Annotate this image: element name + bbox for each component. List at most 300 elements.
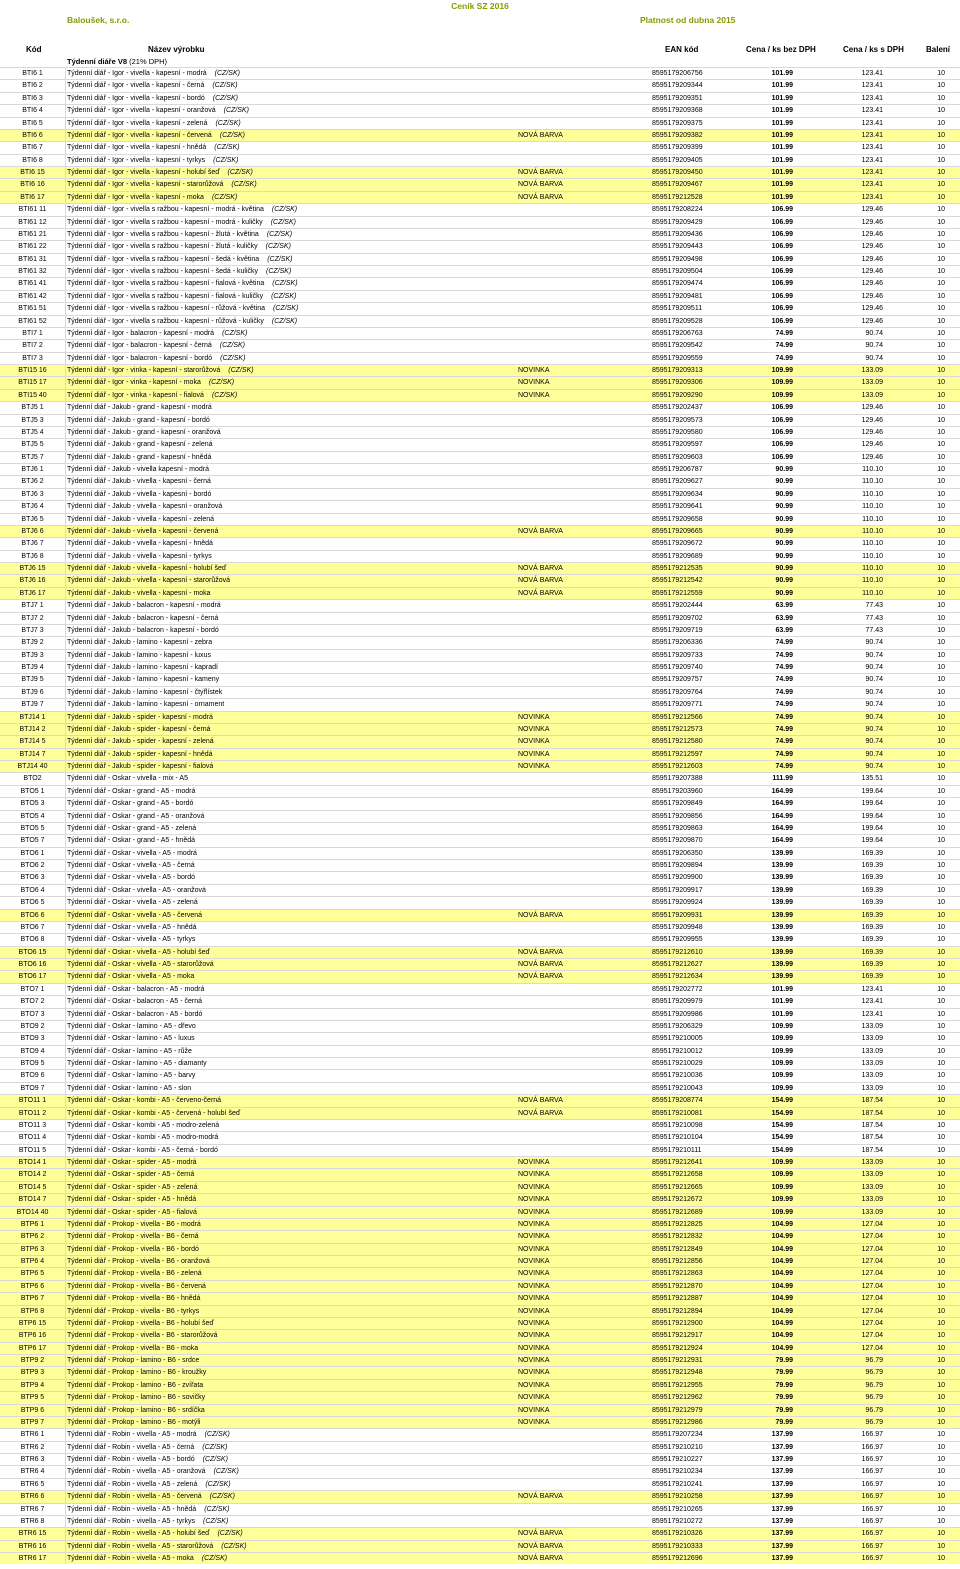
ean-code: 8595179209658 — [652, 515, 703, 523]
price-ex-vat: 109.99 — [771, 1208, 793, 1216]
price-ex-vat: 106.99 — [771, 441, 793, 449]
table-row — [0, 884, 960, 896]
price-ex-vat: 101.99 — [771, 181, 793, 189]
pack-size: 10 — [937, 404, 945, 412]
price-ex-vat: 104.99 — [771, 1233, 793, 1241]
product-note: NOVINKA — [518, 1319, 550, 1327]
product-code: BTP9 5 — [0, 1392, 66, 1403]
product-code: BTI6 8 — [0, 155, 66, 166]
price-inc-vat: 127.04 — [861, 1307, 883, 1315]
price-ex-vat: 74.99 — [775, 750, 793, 758]
price-ex-vat: 137.99 — [771, 1480, 793, 1488]
pack-size: 10 — [937, 1084, 945, 1092]
price-inc-vat: 166.97 — [861, 1468, 883, 1476]
ean-code: 8595179209757 — [652, 676, 703, 684]
ean-code: 8595179209634 — [652, 490, 703, 498]
table-row — [0, 154, 960, 166]
product-code: BTO6 2 — [0, 860, 66, 871]
price-inc-vat: 90.74 — [865, 354, 883, 362]
price-inc-vat: 187.54 — [861, 1097, 883, 1105]
region-tag: (CZ/SK) — [204, 1505, 230, 1513]
pack-size: 10 — [937, 230, 945, 238]
product-note: NOVÁ BARVA — [518, 911, 563, 919]
pack-size: 10 — [937, 391, 945, 399]
ean-code: 8595179209917 — [652, 886, 703, 894]
product-note: NOVINKA — [518, 1394, 550, 1402]
table-row — [0, 203, 960, 215]
price-inc-vat: 199.64 — [861, 787, 883, 795]
pack-size: 10 — [937, 824, 945, 832]
price-inc-vat: 90.74 — [865, 676, 883, 684]
table-row — [0, 649, 960, 661]
table-row — [0, 166, 960, 178]
price-ex-vat: 106.99 — [771, 268, 793, 275]
product-name-text: Týdenní diář - Jakub - vivella - kapesní - bordó — [67, 490, 212, 498]
price-inc-vat: 169.39 — [861, 923, 883, 931]
ean-code: 8595179212597 — [652, 750, 703, 758]
table-row — [0, 414, 960, 426]
pack-size: 10 — [937, 936, 945, 944]
product-note: NOVINKA — [518, 750, 550, 758]
product-note: NOVINKA — [518, 1295, 550, 1303]
product-name-text: Týdenní diář - Prokop - vivella - B6 - tyrkys — [67, 1307, 200, 1315]
ean-code: 8595179210081 — [652, 1109, 703, 1117]
region-tag: (CZ/SK) — [270, 218, 296, 226]
price-inc-vat: 133.09 — [861, 391, 883, 399]
table-row — [0, 1527, 960, 1539]
ean-code: 8595179210333 — [652, 1542, 703, 1550]
pack-size: 10 — [937, 490, 945, 498]
ean-code: 8595179209511 — [652, 305, 703, 313]
product-code: BTI61 52 — [0, 316, 66, 327]
price-ex-vat: 63.99 — [775, 614, 793, 622]
price-inc-vat: 199.64 — [861, 837, 883, 845]
price-inc-vat: 90.74 — [865, 342, 883, 350]
product-code: BTR6 6 — [0, 1491, 66, 1502]
ean-code: 8595179206763 — [652, 329, 703, 337]
product-name-text: Týdenní diář - Oskar - kombi - A5 - černá - bordó — [67, 1146, 218, 1154]
price-inc-vat: 166.97 — [861, 1505, 883, 1513]
product-note: NOVÁ BARVA — [518, 973, 563, 981]
product-code: BTI6 6 — [0, 130, 66, 141]
price-inc-vat: 129.46 — [861, 243, 883, 251]
price-ex-vat: 109.99 — [771, 367, 793, 374]
product-code: BTP9 3 — [0, 1367, 66, 1378]
product-code: BTO14 40 — [0, 1207, 66, 1218]
product-name-text: Týdenní diář - Igor - vivella - kapesní - tyrkys — [67, 156, 206, 164]
price-inc-vat: 166.97 — [861, 1517, 883, 1525]
ean-code: 8595179202444 — [652, 602, 703, 610]
price-ex-vat: 74.99 — [775, 701, 793, 709]
product-note: NOVINKA — [518, 1332, 550, 1340]
pack-size: 10 — [937, 94, 945, 102]
product-code: BTR6 5 — [0, 1479, 66, 1490]
region-tag: (CZ/SK) — [202, 1443, 228, 1451]
product-code: BTO6 4 — [0, 885, 66, 896]
product-code: BTJ9 7 — [0, 699, 66, 710]
product-name-text: Týdenní diář - Oskar - vivella - A5 - bordó — [67, 874, 195, 882]
ean-code: 8595179209580 — [652, 428, 703, 436]
price-ex-vat: 109.99 — [771, 1159, 793, 1166]
price-inc-vat: 123.41 — [861, 985, 883, 993]
table-row — [0, 500, 960, 512]
table-row — [0, 488, 960, 500]
product-name-text: Týdenní diář - Prokop - lamino - B6 - sovičky — [67, 1394, 206, 1402]
product-name-text: Týdenní diář - Igor - vivella - kapesní - starorůžová — [67, 181, 224, 189]
product-code: BTR6 2 — [0, 1442, 66, 1453]
ean-code: 8595179212832 — [652, 1233, 703, 1241]
region-tag: (CZ/SK) — [217, 1530, 243, 1538]
price-ex-vat: 111.99 — [772, 775, 793, 783]
price-inc-vat: 123.41 — [861, 1010, 883, 1018]
product-code: BTJ5 7 — [0, 452, 66, 463]
product-code: BTP6 8 — [0, 1306, 66, 1317]
product-name-text: Týdenní diář - Oskar - grand - A5 - bordó — [67, 800, 194, 808]
price-ex-vat: 106.99 — [771, 404, 793, 412]
ean-code: 8595179209689 — [652, 552, 703, 560]
product-code: BTO6 17 — [0, 971, 66, 982]
table-row — [0, 438, 960, 450]
product-name-text: Týdenní diář - Oskar - spider - A5 - černá — [67, 1171, 195, 1179]
price-ex-vat: 63.99 — [775, 602, 793, 610]
table-row — [0, 277, 960, 289]
price-ex-vat: 104.99 — [771, 1258, 793, 1265]
table-row — [0, 1292, 960, 1304]
product-note: NOVINKA — [518, 1357, 550, 1364]
product-name-text: Týdenní diář - Igor - vivella s ražbou - kapesní - modrá - kuličky — [67, 218, 263, 226]
pack-size: 10 — [937, 379, 945, 387]
product-note: NOVINKA — [518, 1270, 550, 1278]
product-name-text: Týdenní diář - Jakub - vivella - kapesní - tyrkys — [67, 552, 212, 560]
ean-code: 8595179209641 — [652, 503, 703, 511]
product-name-text: Týdenní diář - Oskar - vivella - A5 - starorůžová — [67, 961, 214, 968]
price-list-title: Ceník SZ 2016 — [451, 1, 509, 11]
company-name: Baloušek, s.r.o. — [67, 15, 130, 25]
price-ex-vat: 106.99 — [771, 206, 793, 214]
product-name-text: Týdenní diář - Prokop - lamino - B6 - motýli — [67, 1418, 201, 1426]
product-note: NOVINKA — [518, 1159, 550, 1166]
price-inc-vat: 129.46 — [861, 428, 883, 436]
product-name-text: Týdenní diář - Igor - vivella s ražbou - kapesní - žlutá - kuličky — [67, 243, 258, 251]
ean-code: 8595179209719 — [652, 626, 703, 634]
product-name-text: Týdenní diář - Jakub - spider - kapesní - modrá — [67, 713, 213, 721]
product-code: BTO7 2 — [0, 996, 66, 1007]
product-code: BTO6 3 — [0, 872, 66, 883]
ean-code: 8595179210005 — [652, 1035, 703, 1043]
ean-code: 8595179212931 — [652, 1357, 703, 1364]
pack-size: 10 — [937, 1035, 945, 1043]
product-code: BTI61 21 — [0, 229, 66, 240]
ean-code: 8595179202772 — [652, 985, 703, 993]
ean-code: 8595179209764 — [652, 688, 703, 696]
product-code: BTI15 16 — [0, 365, 66, 376]
product-code: BTJ6 3 — [0, 489, 66, 500]
column-header-name: Název výrobku — [148, 45, 205, 54]
product-name-text: Týdenní diář - Robin - vivella - A5 - modrá — [67, 1431, 197, 1439]
ean-code: 8595179210036 — [652, 1072, 703, 1080]
ean-code: 8595179212580 — [652, 738, 703, 746]
column-headers — [0, 44, 960, 57]
product-name-text: Týdenní diář - Igor - vivella - kapesní - moka — [67, 193, 204, 201]
price-ex-vat: 90.99 — [775, 478, 793, 486]
ean-code: 8595179209498 — [652, 255, 703, 263]
product-code: BTJ6 15 — [0, 563, 66, 574]
table-row — [0, 352, 960, 364]
pack-size: 10 — [937, 453, 945, 461]
price-ex-vat: 104.99 — [771, 1307, 793, 1315]
pack-size: 10 — [937, 812, 945, 820]
product-note: NOVÁ BARVA — [518, 1555, 563, 1562]
product-name-text: Týdenní diář - Igor - vivella - kapesní - zelená — [67, 119, 208, 127]
price-inc-vat: 129.46 — [861, 305, 883, 313]
price-inc-vat: 123.41 — [861, 82, 883, 90]
table-row — [0, 1094, 960, 1106]
table-row — [0, 711, 960, 723]
product-name-text: Týdenní diář - Jakub - vivella - kapesní - moka — [67, 589, 211, 597]
product-code: BTI6 15 — [0, 167, 66, 178]
pack-size: 10 — [937, 131, 945, 139]
product-name-text: Týdenní diář - Robin - vivella - A5 - starorůžová — [67, 1542, 214, 1550]
product-name-text: Týdenní diář - Jakub - lamino - kapesní - kameny — [67, 676, 220, 684]
product-name-text: Týdenní diář - Jakub - grand - kapesní - bordó — [67, 416, 210, 424]
table-row — [0, 1243, 960, 1255]
price-inc-vat: 110.10 — [862, 540, 883, 548]
pack-size: 10 — [937, 1220, 945, 1228]
table-row — [0, 339, 960, 351]
product-code: BTI15 40 — [0, 390, 66, 401]
price-inc-vat: 129.46 — [861, 317, 883, 325]
ean-code: 8595179207234 — [652, 1431, 703, 1439]
price-ex-vat: 90.99 — [775, 466, 793, 473]
table-row — [0, 562, 960, 574]
product-code: BTP6 3 — [0, 1244, 66, 1255]
pack-size: 10 — [937, 1555, 945, 1562]
table-row — [0, 760, 960, 772]
pack-size: 10 — [937, 292, 945, 300]
ean-code: 8595179212665 — [652, 1183, 703, 1191]
price-inc-vat: 133.09 — [861, 1196, 883, 1204]
price-inc-vat: 169.39 — [861, 936, 883, 944]
price-inc-vat: 96.79 — [865, 1418, 883, 1426]
product-name-text: Týdenní diář - Oskar - vivella - A5 - moka — [67, 973, 195, 981]
table-row — [0, 1552, 960, 1564]
pack-size: 10 — [937, 985, 945, 993]
product-code: BTP6 4 — [0, 1256, 66, 1267]
table-row — [0, 772, 960, 784]
pack-size: 10 — [937, 725, 945, 733]
price-inc-vat: 110.10 — [862, 589, 883, 597]
price-inc-vat: 90.74 — [865, 763, 883, 770]
price-ex-vat: 90.99 — [775, 515, 793, 523]
pack-size: 10 — [937, 800, 945, 808]
price-inc-vat: 169.39 — [861, 862, 883, 869]
table-row — [0, 933, 960, 945]
ean-code: 8595179210272 — [652, 1517, 703, 1525]
pack-size: 10 — [937, 998, 945, 1006]
product-name-text: Týdenní diář - Oskar - spider - A5 - hnědá — [67, 1196, 197, 1204]
price-inc-vat: 123.41 — [861, 131, 883, 139]
pack-size: 10 — [937, 923, 945, 931]
table-row — [0, 1107, 960, 1119]
product-name-text: Týdenní diář - Jakub - lamino - kapesní - kapradí — [67, 664, 218, 671]
table-row — [0, 1032, 960, 1044]
product-code: BTJ14 40 — [0, 761, 66, 772]
product-code: BTO9 2 — [0, 1021, 66, 1032]
pack-size: 10 — [937, 1282, 945, 1290]
section-vat: (21% DPH) — [129, 57, 168, 66]
product-code: BTI61 31 — [0, 254, 66, 265]
ean-code: 8595179209863 — [652, 824, 703, 832]
ean-code: 8595179209290 — [652, 391, 703, 399]
table-row — [0, 810, 960, 822]
product-code: BTI7 2 — [0, 340, 66, 351]
price-inc-vat: 133.09 — [861, 1035, 883, 1043]
pack-size: 10 — [937, 280, 945, 288]
product-code: BTJ6 16 — [0, 575, 66, 586]
product-name-text: Týdenní diář - Jakub - vivella - kapesní - oranžová — [67, 503, 223, 511]
product-code: BTI61 32 — [0, 266, 66, 277]
product-code: BTO14 2 — [0, 1169, 66, 1180]
pack-size: 10 — [937, 1270, 945, 1278]
price-inc-vat: 129.46 — [861, 280, 883, 288]
product-name-text: Týdenní diář - Igor - vivella - kapesní - bordó — [67, 94, 205, 102]
price-inc-vat: 129.46 — [861, 255, 883, 263]
price-ex-vat: 164.99 — [771, 824, 793, 832]
region-tag: (CZ/SK) — [204, 1431, 230, 1439]
product-code: BTI6 4 — [0, 105, 66, 116]
pack-size: 10 — [937, 874, 945, 882]
ean-code: 8595179210258 — [652, 1493, 703, 1501]
product-code: BTO6 6 — [0, 910, 66, 921]
price-ex-vat: 109.99 — [771, 1084, 793, 1092]
price-ex-vat: 74.99 — [775, 651, 793, 659]
ean-code: 8595179209740 — [652, 664, 703, 671]
ean-code: 8595179208774 — [652, 1097, 703, 1105]
table-row — [0, 785, 960, 797]
product-note: NOVÁ BARVA — [518, 1109, 563, 1117]
table-row — [0, 612, 960, 624]
table-row — [0, 1465, 960, 1477]
table-row — [0, 1069, 960, 1081]
product-name-text: Týdenní diář - Igor - vivella - kapesní - holubí šeď — [67, 169, 220, 176]
product-name-text: Týdenní diář - Jakub - vivella - kapesní - holubí šeď — [67, 565, 227, 572]
product-name-text: Týdenní diář - Prokop - vivella - B6 - modrá — [67, 1220, 201, 1228]
product-name-text: Týdenní diář - Oskar - balacron - A5 - modrá — [67, 985, 205, 993]
pack-size: 10 — [937, 1517, 945, 1525]
table-row — [0, 1366, 960, 1378]
ean-code: 8595179212863 — [652, 1270, 703, 1278]
pack-size: 10 — [937, 614, 945, 622]
price-inc-vat: 123.41 — [861, 107, 883, 115]
table-row — [0, 587, 960, 599]
table-row — [0, 401, 960, 413]
product-name-text: Týdenní diář - Robin - vivella - A5 - bordó — [67, 1456, 195, 1463]
table-row — [0, 463, 960, 475]
ean-code: 8595179209573 — [652, 416, 703, 424]
product-code: BTR6 16 — [0, 1541, 66, 1552]
table-row — [0, 79, 960, 91]
ean-code: 8595179212610 — [652, 948, 703, 956]
table-row — [0, 1168, 960, 1180]
price-inc-vat: 129.46 — [861, 441, 883, 449]
table-row — [0, 958, 960, 970]
product-name — [67, 1553, 517, 1565]
product-name-text: Týdenní diář - Robin - vivella - A5 - černá — [67, 1443, 195, 1451]
table-row — [0, 1131, 960, 1143]
ean-code: 8595179212672 — [652, 1196, 703, 1204]
product-name-text: Týdenní diář - Oskar - kombi - A5 - červená - holubí šeď — [67, 1109, 241, 1117]
product-note: NOVINKA — [518, 391, 550, 399]
product-name-text: Týdenní diář - Prokop - vivella - B6 - černá — [67, 1233, 199, 1241]
pack-size: 10 — [937, 206, 945, 214]
product-code: BTO5 3 — [0, 798, 66, 809]
pack-size: 10 — [937, 862, 945, 869]
price-inc-vat: 166.97 — [861, 1480, 883, 1488]
table-row — [0, 537, 960, 549]
table-row — [0, 1305, 960, 1317]
table-row — [0, 1181, 960, 1193]
ean-code: 8595179209306 — [652, 379, 703, 387]
product-name-text: Týdenní diář - Jakub - grand - kapesní - modrá — [67, 404, 212, 412]
product-name-text: Týdenní diář - Robin - vivella - A5 - tyrkys — [67, 1517, 195, 1525]
product-name-text: Týdenní diář - Jakub - lamino - kapesní - luxus — [67, 651, 211, 659]
price-inc-vat: 96.79 — [865, 1406, 883, 1414]
pack-size: 10 — [937, 688, 945, 696]
product-code: BTR6 17 — [0, 1553, 66, 1564]
price-ex-vat: 104.99 — [771, 1344, 793, 1352]
table-row — [0, 1119, 960, 1131]
product-name-text: Týdenní diář - Prokop - vivella - B6 - starorůžová — [67, 1332, 218, 1340]
ean-code: 8595179212825 — [652, 1220, 703, 1228]
price-inc-vat: 169.39 — [861, 874, 883, 882]
product-name-text: Týdenní diář - Igor - vivella - kapesní - hnědá — [67, 144, 207, 152]
table-row — [0, 871, 960, 883]
product-name-text: Týdenní diář - Oskar - vivella - A5 - červená — [67, 911, 202, 919]
ean-code: 8595179212528 — [652, 193, 703, 201]
product-table — [0, 67, 960, 1564]
product-code: BTO9 6 — [0, 1070, 66, 1081]
ean-code: 8595179212573 — [652, 725, 703, 733]
price-ex-vat: 109.99 — [771, 1060, 793, 1067]
region-tag: (CZ/SK) — [212, 82, 238, 90]
ean-code: 8595179209627 — [652, 478, 703, 486]
pack-size: 10 — [937, 515, 945, 523]
pack-size: 10 — [937, 911, 945, 919]
product-name-text: Týdenní diář - Jakub - grand - kapesní - oranžová — [67, 428, 221, 436]
product-code: BTO6 16 — [0, 959, 66, 970]
region-tag: (CZ/SK) — [271, 206, 298, 214]
ean-code: 8595179212603 — [652, 763, 703, 770]
pack-size: 10 — [937, 354, 945, 362]
table-row — [0, 1428, 960, 1440]
pack-size: 10 — [937, 503, 945, 511]
pack-size: 10 — [937, 577, 945, 585]
product-name-text: Týdenní diář - Igor - vivella s ražbou - kapesní - fialová - květina — [67, 280, 265, 288]
price-ex-vat: 106.99 — [771, 218, 793, 226]
ean-code: 8595179209603 — [652, 453, 703, 461]
price-inc-vat: 110.10 — [862, 565, 883, 572]
price-inc-vat: 110.10 — [862, 527, 883, 535]
product-note: NOVINKA — [518, 379, 550, 387]
ean-code: 8595179209771 — [652, 701, 703, 709]
product-code: BTI6 17 — [0, 192, 66, 203]
product-name-text: Týdenní diář - Igor - balacron - kapesní - černá — [67, 342, 212, 350]
price-inc-vat: 169.39 — [861, 849, 883, 857]
pack-size: 10 — [937, 961, 945, 968]
product-name-text: Týdenní diář - Igor - vivella s ražbou - kapesní - růžová - květina — [67, 305, 266, 313]
price-inc-vat: 123.41 — [861, 119, 883, 127]
ean-code: 8595179210098 — [652, 1121, 703, 1129]
